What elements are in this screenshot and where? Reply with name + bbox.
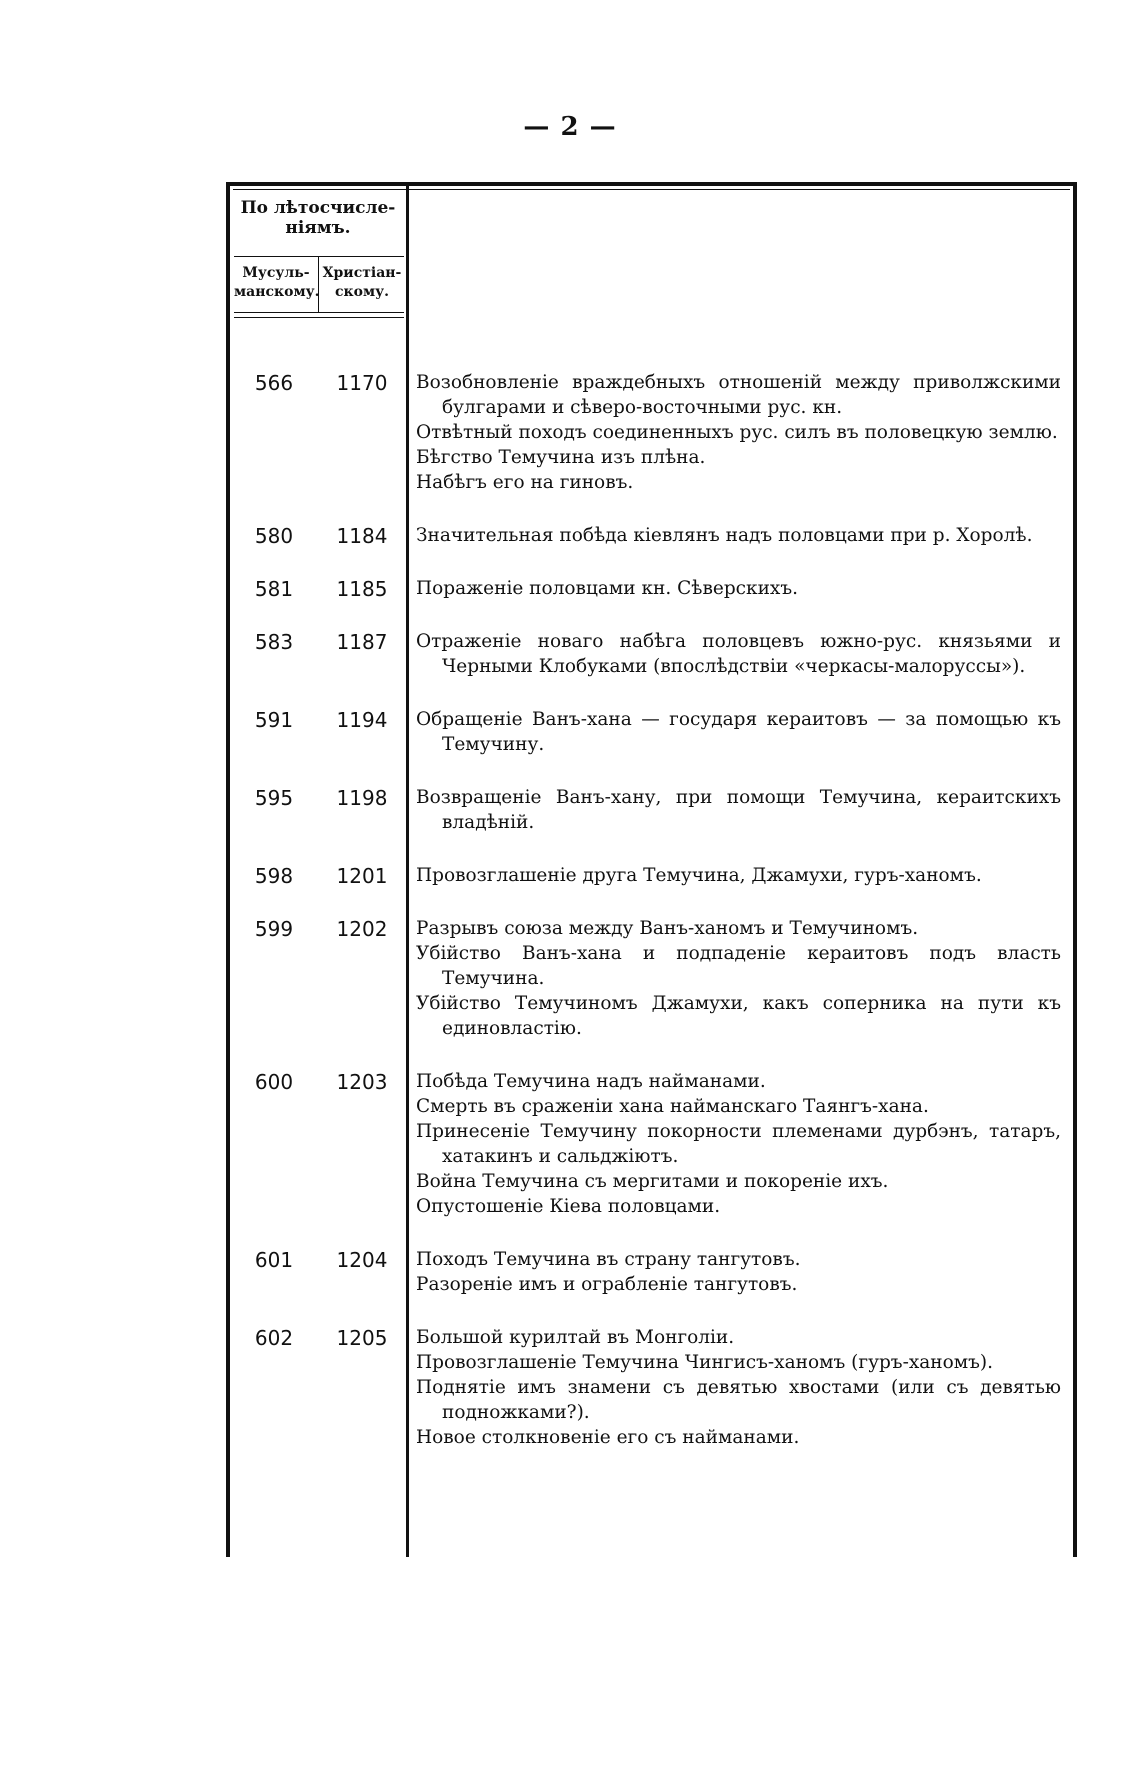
table-row <box>230 785 1073 835</box>
event-entry: Пораженіе половцами кн. Сѣверскихъ. <box>416 578 798 599</box>
table-row <box>230 863 1073 888</box>
year-muslim: 595 <box>254 786 294 810</box>
header-muslim-column: Мусуль-манскому. <box>234 265 320 300</box>
event-list <box>416 916 1061 1041</box>
year-muslim: 566 <box>254 371 294 395</box>
event-list <box>416 1325 1061 1450</box>
event-entry: Бѣгство Темучина изъ плѣна. <box>416 447 706 468</box>
table-body <box>230 370 1073 1478</box>
header-title: По лѣтосчисле-ніямъ. <box>240 198 396 238</box>
chronology-table <box>226 182 1077 1557</box>
year-christian: 1170 <box>336 371 388 395</box>
event-entry: Принесеніе Темучину покорности племенами дурбэнъ, татаръ, хатакинъ и сальджіютъ. <box>416 1121 1061 1167</box>
event-list <box>416 629 1061 679</box>
event-entry: Возобновленіе враждебныхъ отношеній между приволжскими булгарами и сѣверо-восточными рус. кн. <box>416 372 1061 418</box>
event-entry: Провозглашеніе Темучина Чингисъ-ханомъ (гуръ-ханомъ). <box>416 1352 994 1373</box>
event-entry: Опустошеніе Кіева половцами. <box>416 1196 721 1217</box>
year-christian: 1187 <box>336 630 388 654</box>
event-entry: Возвращеніе Ванъ-хану, при помощи Темучина, кераитскихъ владѣній. <box>416 787 1061 833</box>
event-list <box>416 1069 1061 1219</box>
header-rule <box>234 312 404 313</box>
year-muslim: 602 <box>254 1326 294 1350</box>
table-row <box>230 576 1073 601</box>
table-row <box>230 1325 1073 1450</box>
year-muslim: 598 <box>254 864 294 888</box>
table-row <box>230 629 1073 679</box>
event-entry: Убійство Темучиномъ Джамухи, какъ соперника на пути къ единовластію. <box>416 993 1061 1039</box>
header-christian-column: Христіан-скому. <box>322 265 402 300</box>
table-header <box>230 186 406 336</box>
year-christian: 1201 <box>336 864 388 888</box>
event-entry: Новое столкновеніе его съ найманами. <box>416 1427 800 1448</box>
year-muslim: 580 <box>254 524 294 548</box>
year-christian: 1184 <box>336 524 388 548</box>
event-entry: Набѣгъ его на гиновъ. <box>416 472 634 493</box>
year-christian: 1205 <box>336 1326 388 1350</box>
year-muslim: 599 <box>254 917 294 941</box>
year-christian: 1202 <box>336 917 388 941</box>
event-entry: Отвѣтный походъ соединенныхъ рус. силъ въ половецкую землю. <box>416 422 1058 443</box>
event-list <box>416 785 1061 835</box>
event-entry: Разореніе имъ и ограбленіе тангутовъ. <box>416 1274 798 1295</box>
year-christian: 1194 <box>336 708 388 732</box>
event-entry: Разрывъ союза между Ванъ-ханомъ и Темучиномъ. <box>416 918 919 939</box>
event-entry: Обращеніе Ванъ-хана — государя кераитовъ — за помощью къ Темучину. <box>416 709 1061 755</box>
table-row <box>230 916 1073 1041</box>
event-entry: Поднятіе имъ знамени съ девятью хвостами (или съ девятью подножками?). <box>416 1377 1061 1423</box>
table-row <box>230 1069 1073 1219</box>
table-row <box>230 1247 1073 1297</box>
event-entry: Война Темучина съ мергитами и покореніе ихъ. <box>416 1171 889 1192</box>
year-muslim: 583 <box>254 630 294 654</box>
event-list <box>416 863 1061 888</box>
header-rule <box>234 317 404 318</box>
header-column-rule <box>318 256 319 312</box>
event-list <box>416 523 1061 548</box>
table-row <box>230 523 1073 548</box>
event-list <box>416 1247 1061 1297</box>
table-row <box>230 707 1073 757</box>
year-muslim: 600 <box>254 1070 294 1094</box>
header-rule <box>234 256 404 257</box>
event-entry: Походъ Темучина въ страну тангутовъ. <box>416 1249 801 1270</box>
event-entry: Убійство Ванъ-хана и подпаденіе кераитовъ подъ власть Темучина. <box>416 943 1061 989</box>
event-entry: Смерть въ сраженіи хана найманскаго Таянгъ-хана. <box>416 1096 929 1117</box>
year-christian: 1185 <box>336 577 388 601</box>
event-entry: Отраженіе новаго набѣга половцевъ южно-рус. князьями и Черными Клобуками (впослѣдствіи «черкасы-малоруссы»). <box>416 631 1061 677</box>
year-muslim: 591 <box>254 708 294 732</box>
year-christian: 1198 <box>336 786 388 810</box>
table-row <box>230 370 1073 495</box>
year-muslim: 581 <box>254 577 294 601</box>
page-number: — 2 — <box>523 112 617 142</box>
year-christian: 1203 <box>336 1070 388 1094</box>
event-list <box>416 707 1061 757</box>
event-entry: Большой курилтай въ Монголіи. <box>416 1327 735 1348</box>
event-list <box>416 576 1061 601</box>
event-entry: Побѣда Темучина надъ найманами. <box>416 1071 766 1092</box>
event-entry: Значительная побѣда кіевлянъ надъ половцами при р. Хоролѣ. <box>416 525 1033 546</box>
event-list <box>416 370 1061 495</box>
year-christian: 1204 <box>336 1248 388 1272</box>
event-entry: Провозглашеніе друга Темучина, Джамухи, гуръ-ханомъ. <box>416 865 982 886</box>
year-muslim: 601 <box>254 1248 294 1272</box>
